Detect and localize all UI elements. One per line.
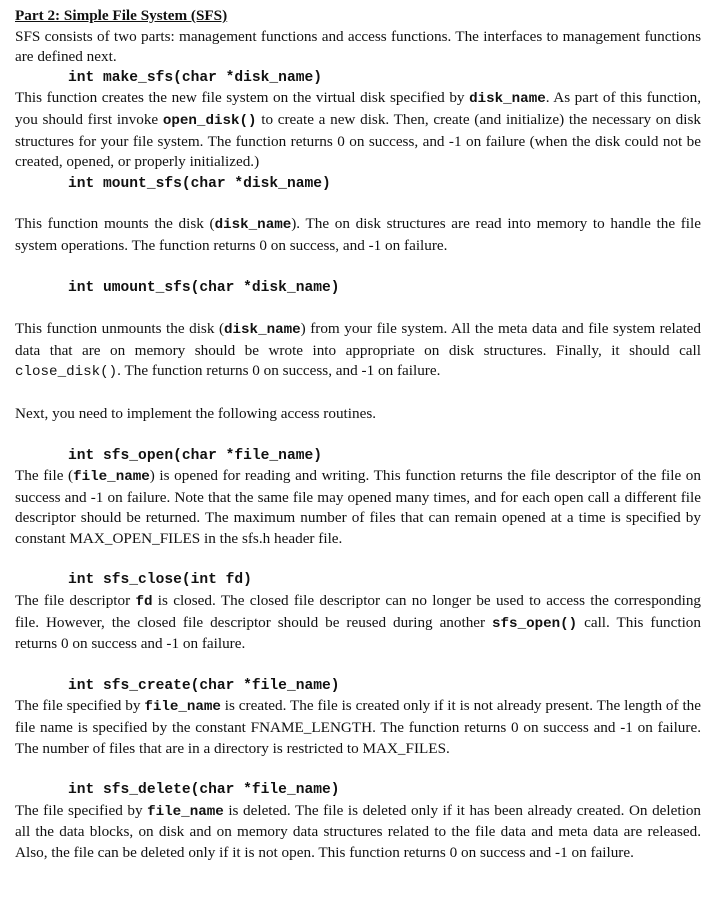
umount-sfs-description: This function unmounts the disk (disk_name) from your file system. All the meta data and file system related data that are on memory should be wrote into appropriate on disk structures. Finally, it should call close_disk(). The function returns 0 on success, and -1 on failure. bbox=[15, 320, 701, 381]
code-open-disk: open_disk() bbox=[162, 112, 257, 129]
code-file-name: file_name bbox=[144, 699, 221, 716]
make-sfs-description: This function creates the new file system on the virtual disk specified by disk_name. As part of this function, you should first invoke open_disk() to create a new disk. Then, create (and initialize) the necessary on disk structures for your file system. The function returns 0 on success, and -1 on failure (when the disk could not be created, opened, or properly initialized.) bbox=[15, 89, 701, 171]
sfs-delete-description: The file specified by file_name is deleted. The file is deleted only if it has been already created. On deletion all the data blocks, on disk and on memory data structures related to the file data and meta data are released. Also, the file can be deleted only if it is not open. This function returns 0 on success and -1 on failure. bbox=[15, 801, 702, 861]
code-disk-name: disk_name bbox=[469, 91, 546, 108]
make-sfs-signature: int make_sfs(char *disk_name) bbox=[68, 69, 322, 86]
code-disk-name: disk_name bbox=[224, 322, 301, 339]
umount-sfs-signature: int umount_sfs(char *disk_name) bbox=[68, 279, 340, 296]
sfs-close-signature: int sfs_close(int fd) bbox=[68, 572, 252, 589]
intro-paragraph: SFS consists of two parts: management functions and access functions. The interfaces to management functions are defined next. bbox=[15, 27, 701, 66]
sfs-close-description: The file descriptor fd is closed. The closed file descriptor can no longer be used to access the corresponding file. However, the closed file descriptor should be reused during another sfs_open() call. This function returns 0 on success and -1 on failure. bbox=[15, 592, 702, 653]
sfs-open-description: The file (file_name) is opened for reading and writing. This function returns the file descriptor of the file on success and -1 on failure. Note that the same file may opened many times, and for each open call a different file descriptor should be returned. The maximum number of files that can remain opened at a time is specified by constant MAX_OPEN_FILES in the sfs.h header file. bbox=[15, 467, 701, 547]
document-page bbox=[15, 6, 701, 864]
sfs-open-signature: int sfs_open(char *file_name) bbox=[68, 447, 322, 464]
sfs-create-description: The file specified by file_name is created. The file is created only if it is not already present. The length of the file name is specified by the constant FNAME_LENGTH. The function returns 0 on success and -1 on failure. The number of files that are in a directory is restricted to MAX_FILES. bbox=[15, 697, 701, 757]
code-file-name: file_name bbox=[147, 803, 224, 820]
code-file-name: file_name bbox=[73, 469, 150, 486]
sfs-create-signature: int sfs_create(char *file_name) bbox=[68, 677, 340, 694]
access-intro: Next, you need to implement the following access routines. bbox=[15, 404, 377, 422]
code-sfs-open: sfs_open() bbox=[492, 615, 578, 632]
code-disk-name: disk_name bbox=[214, 217, 292, 234]
mount-sfs-description: This function mounts the disk (disk_name). The on disk structures are read into memory to handle the file system operations. The function returns 0 on success, and -1 on failure. bbox=[15, 215, 701, 254]
code-fd: fd bbox=[135, 594, 153, 611]
section-title: Part 2: Simple File System (SFS) bbox=[15, 7, 228, 24]
sfs-delete-signature: int sfs_delete(char *file_name) bbox=[68, 782, 340, 799]
code-close-disk: close_disk() bbox=[15, 364, 118, 381]
mount-sfs-signature: int mount_sfs(char *disk_name) bbox=[68, 175, 331, 192]
